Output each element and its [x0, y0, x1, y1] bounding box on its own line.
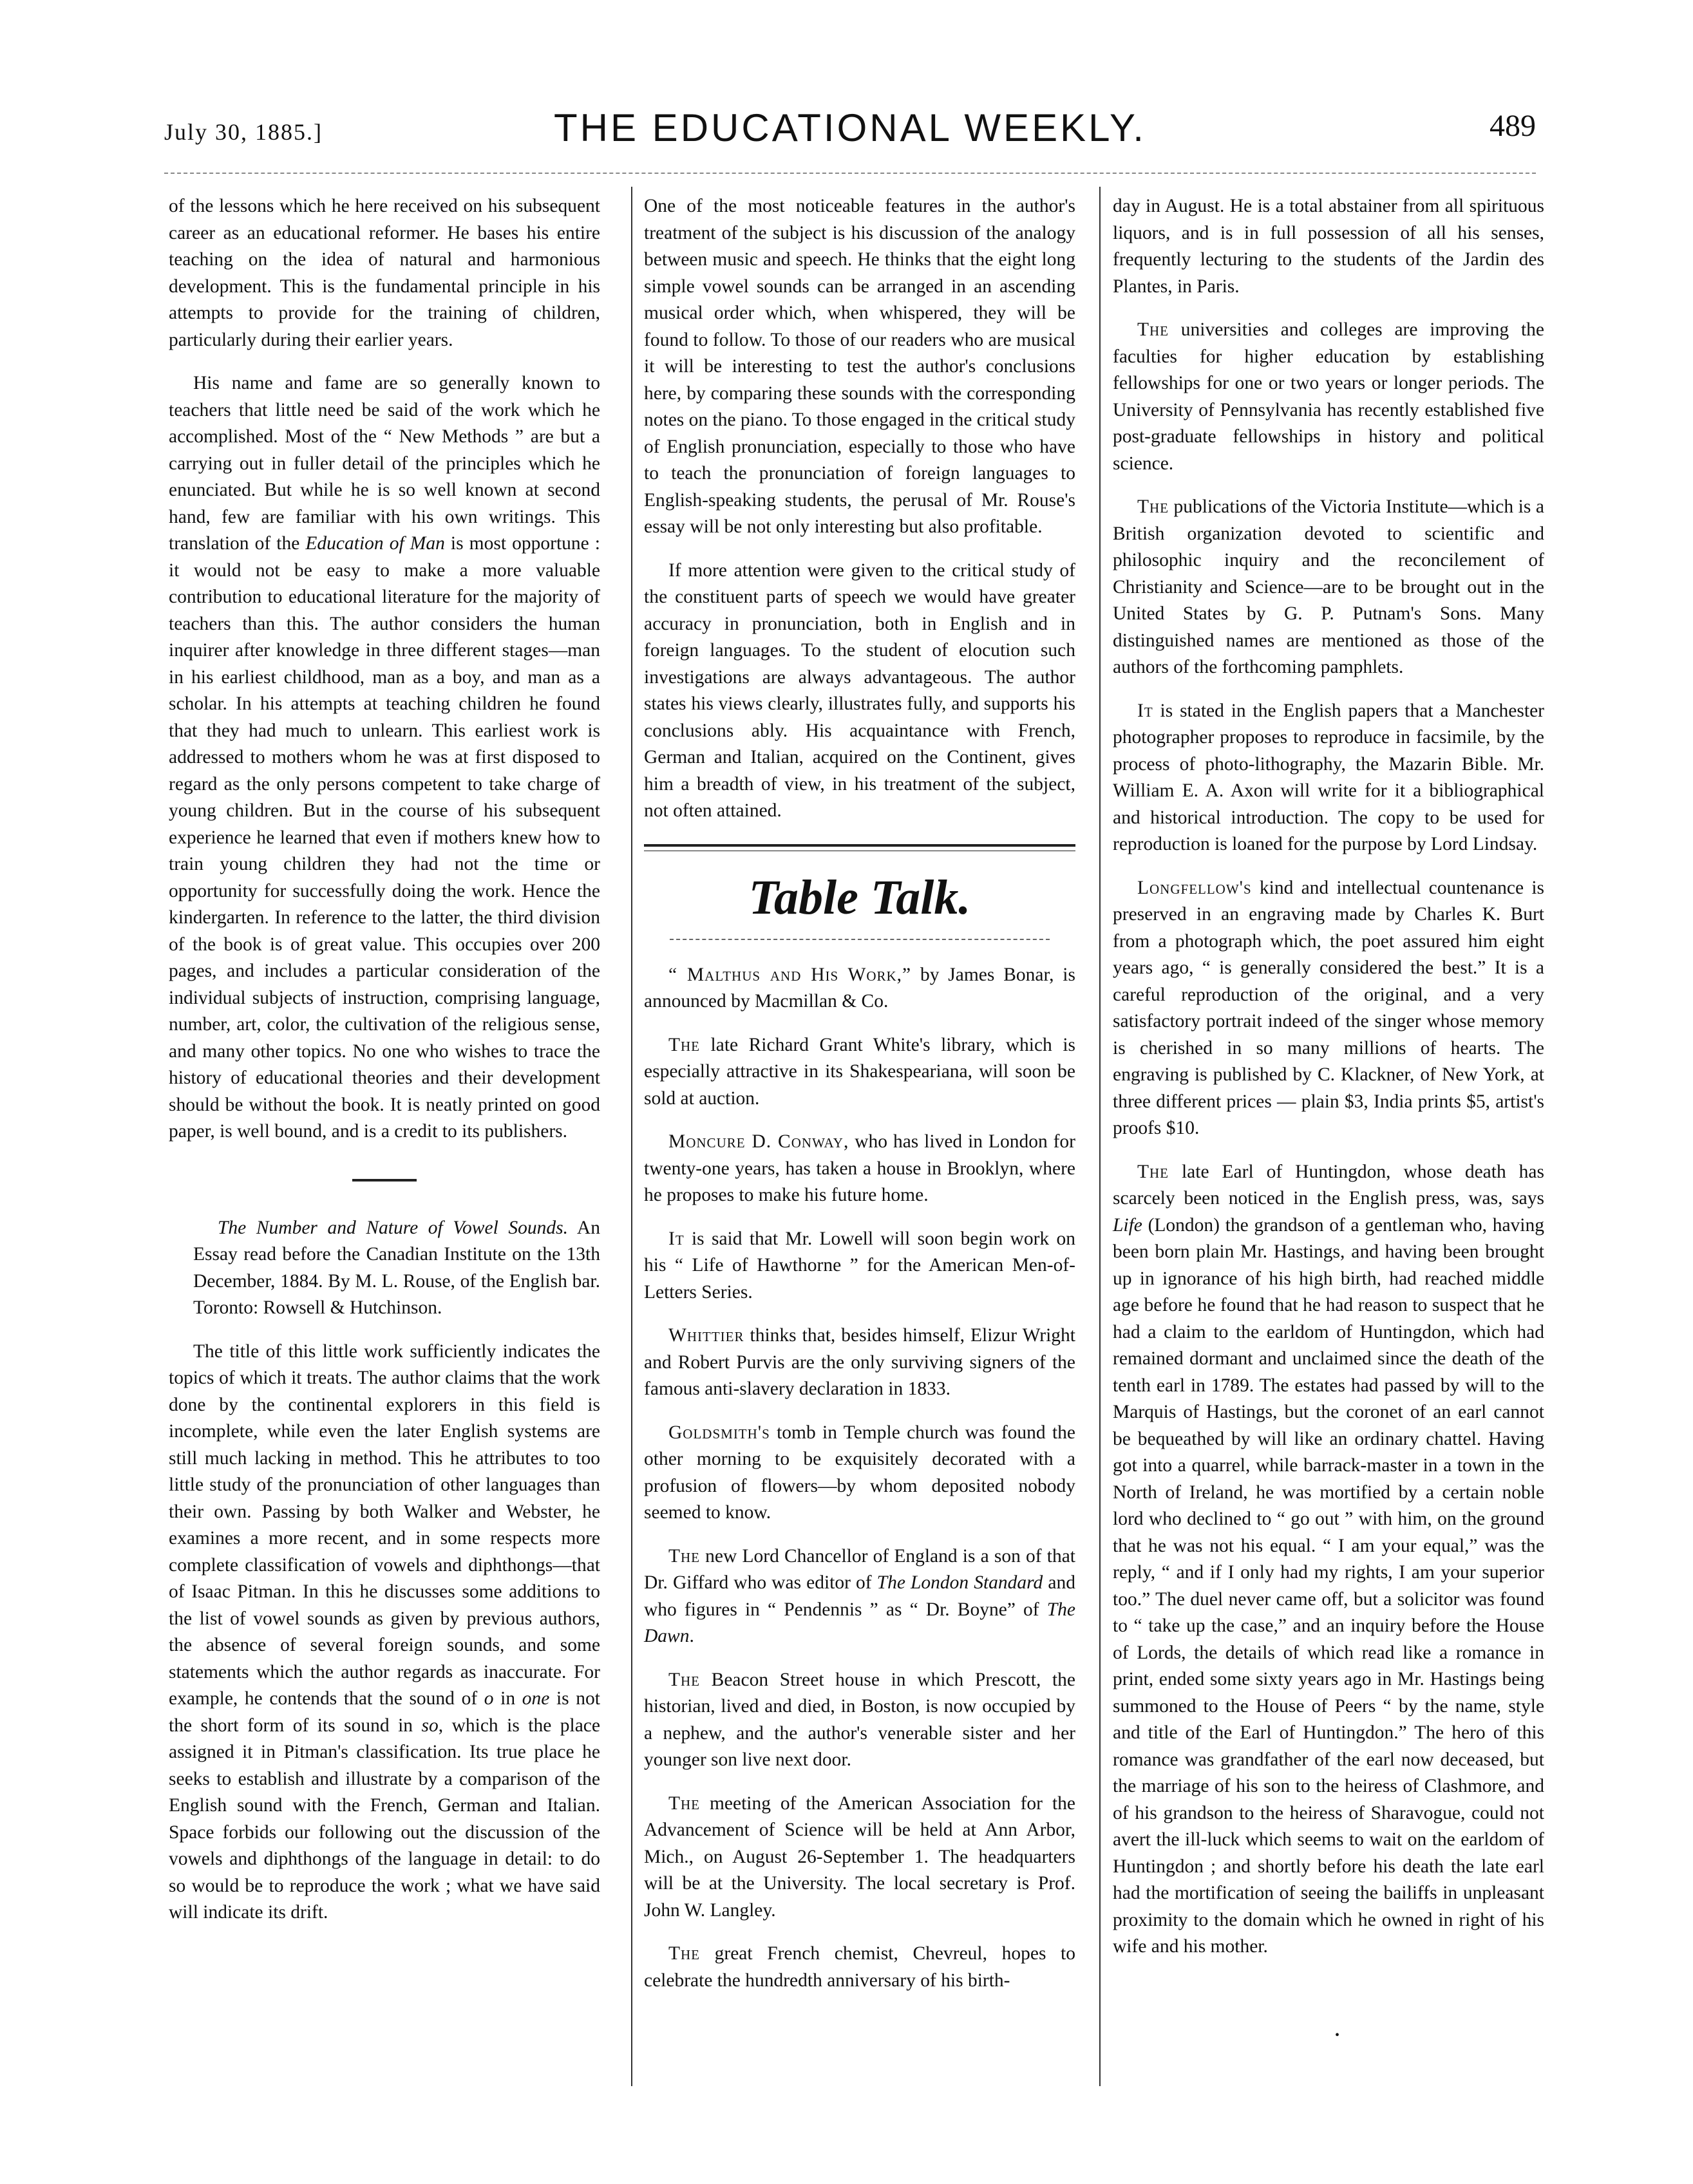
news-item: It is said that Mr. Lowell will soon begin work on his “ Life of Hawthorne ” for the American Men-of-Letters Series. [644, 1228, 1075, 1303]
double-rule [644, 844, 1075, 851]
news-item: The Beacon Street house in which Prescott, the historian, lived and died, in Boston, is now occupied by a nephew, and the author's venerable sister and her younger son live next door. [644, 1669, 1075, 1770]
news-item: The universities and colleges are improving the faculties for higher education by establishing fellowships for one or two years or longer periods. The University of Pennsylvania has recently established five post-graduate fellowships in history and political science. [1113, 319, 1544, 474]
paragraph: If more attention were given to the critical study of the constituent parts of speech we would have greater accuracy in pronunciation, both in English and in foreign languages. To the student of elocution such investigations are always advantageous. The author states his views clearly, illustrates fully, and supports his conclusions ably. His acquaintance with French, German and Italian, acquired on the Continent, gives him a breadth of view, in his treatment of the subject, not often attained. [644, 560, 1075, 821]
news-item: day in August. He is a total abstainer from all spirituous liquors, and is in full possession of all his senses, frequently lecturing to the students of the Jardin des Plantes, in Paris. [1113, 196, 1544, 297]
news-item: The meeting of the American Association for the Advancement of Science will be held at Ann Arbor, Mich., on August 26-September 1. The headquarters will be at the University. The local secretary is Prof. John W. Langley. [644, 1793, 1075, 1921]
news-item: It is stated in the English papers that a Manchester photographer proposes to reproduce in facsimile, by the process of photo-lithography, the Mazarin Bible. Mr. William E. A. Axon will write for it a bibliographical and historical introduction. The copy to be used for reproduction is loaned for the purpose by Lord Lindsay. [1113, 700, 1544, 854]
issue-date: July 30, 1885.] [164, 119, 323, 145]
header-rule [164, 173, 1536, 174]
news-item: The late Richard Grant White's library, which is especially attractive in its Shakespeariana, will soon be sold at auction. [644, 1034, 1075, 1109]
column-divider [1099, 187, 1101, 2086]
end-mark: • [1335, 2028, 1340, 2042]
heading-rule [670, 939, 1050, 940]
news-item: The late Earl of Huntingdon, whose death has scarcely been noticed in the English press, was, says Life (London) the grandson of a gentleman who, having been born plain Mr. Hastings, and having been brought up in ignorance of his high birth, had reached middle age before he found that he had reason to suspect that he had a claim to the earldom of Huntingdon, which had remained dormant and unclaimed since the death of the tenth earl in 1789. The estates had passed by will to the Marquis of Hastings, but the coronet of an earl cannot be bequeathed by will like an ordinary chattel. Having got into a quarrel, while barrack-master in a town in the North of Ireland, he was mortified by a certain noble lord who declined to “ go out ” with him, on the ground that he was not his equal. “ I am your equal,” was the reply, “ and if I only had my rights, I am your superior too.” The duel never came off, but a solicitor was found to “ take up the case,” and an inquiry before the House of Lords, the details of which read like a romance in print, ended some sixty years ago in Mr. Hastings being summoned to the House of Peers “ by the name, style and title of the Earl of Huntingdon.” The hero of this romance was grandfather of the earl now deceased, but the marriage of his son to the heiress of Clashmore, and of his grandson to the heiress of Sharavogue, could not avert the ill-luck which seems to wait on the earldom of Huntingdon ; and shortly before his death the late earl had the mortification of seeing the bailiffs in unpleasant proximity to the domain which he owned in right of his wife and his mother. [1113, 1161, 1544, 1957]
section-divider [352, 1179, 417, 1181]
news-item: “ Malthus and His Work,” by James Bonar, is announced by Macmillan & Co. [644, 964, 1075, 1012]
news-item: The publications of the Victoria Institute—which is a British organization devoted to scientific and philosophic inquiry and the reconcilement of Christianity and Science—are to be brought out in the United States by G. P. Putnam's Sons. Many distinguished names are mentioned as those of the authors of the forthcoming pamphlets. [1113, 496, 1544, 677]
paragraph: His name and fame are so generally known to teachers that little need be said of the work which he accomplished. Most of the “ New Methods ” are but a carrying out in fuller detail of the principles which he enunciated. But while he is so well known at second hand, few are familiar with his own writings. This translation of the Education of Man is most opportune : it would not be easy to make a more valuable contribution to educational literature for the majority of teachers than this. The author considers the human inquirer after knowledge in three different stages—man in his earliest childhood, man as a boy, and man as a scholar. In his attempts at teaching children he found that they had much to unlearn. This earliest work is addressed to mothers whom he was at first disposed to regard as the only persons competent to take charge of young children. But in the course of his subsequent experience he learned that even if mothers knew how to train young children they had not the time or opportunity for successfully doing the work. Hence the kindergarten. In reference to the latter, the third division of the book is of great value. This occupies over 200 pages, and includes a particular consideration of the individual subjects of instruction, comprising language, number, art, color, the cultivation of the religious sense, and many other topics. No one who wishes to trace the history of educational theories and their development should be without the book. It is neatly printed on good paper, is well bound, and is a credit to its publishers. [169, 373, 601, 1142]
news-item: Whittier thinks that, besides himself, Elizur Wright and Robert Purvis are the only surviving signers of the famous anti-slavery declaration in 1833. [644, 1325, 1075, 1399]
paragraph: The title of this little work sufficiently indicates the topics of which it treats. The author claims that the work done by the continental explorers in this field is incomplete, while even the later English systems are still much lacking in method. This he attributes to too little study of the pronunciation of other languages than their own. Passing by both Walker and Webster, he examines a more recent, and in some respects more complete classification of vowels and diphthongs—that of Isaac Pitman. In this he discusses some additions to the list of vowel sounds as given by previous authors, the absence of several foreign sounds, and some statements which the author regards as inaccurate. For example, he contends that the sound of o in one is not the short form of its sound in so, which is the place assigned it in Pitman's classification. Its true place he seeks to establish and illustrate by a comparison of the English sound with the French, German and Italian. Space forbids our following out the discussion of the vowels and diphthongs of the language in detail: to do so would be to reproduce the work ; what we have said will indicate its drift. [169, 1341, 600, 1923]
news-item: Longfellow's kind and intellectual countenance is preserved in an engraving made by Charles K. Burt from a photograph which, the poet assured him eight years ago, “ is generally considered the best.” It is a careful reproduction of the original, and a very satisfactory portrait indeed of the singer whose memory is cherished in so many millions of hearts. The engraving is published by C. Klackner, of New York, at three different prices — plain $3, India prints $5, artist's proofs $10. [1113, 877, 1544, 1138]
book-notice: The Number and Nature of Vowel Sounds. An Essay read before the Canadian Institute on the 13th December, 1884. By M. L. Rouse, of the English bar. Toronto: Rowsell & Hutchinson. [193, 1217, 600, 1318]
page-header [164, 102, 1536, 160]
column-2 [644, 193, 1075, 2011]
news-item: Moncure D. Conway, who has lived in London for twenty-one years, has taken a house in Brooklyn, where he proposes to make his future home. [644, 1131, 1075, 1205]
paragraph: of the lessons which he here received on his subsequent career as an educational reformer. He bases his entire teaching on the idea of natural and harmonious development. This is the fundamental principle in his attempts to provide for the training of children, particularly during their earlier years. [169, 196, 600, 350]
book-title: The Number and Nature of Vowel Sounds. [218, 1217, 568, 1238]
news-item: The new Lord Chancellor of England is a son of that Dr. Giffard who was editor of The London Standard and who figures in “ Pendennis ” as “ Dr. Boyne” of The Dawn. [644, 1545, 1075, 1646]
news-item: Goldsmith's tomb in Temple church was found the other morning to be exquisitely decorated with a profusion of flowers—by whom deposited nobody seemed to know. [644, 1422, 1075, 1523]
page-number: 489 [1490, 109, 1536, 143]
news-item: The great French chemist, Chevreul, hopes to celebrate the hundredth anniversary of his birth- [644, 1943, 1075, 1991]
section-heading: Table Talk. [748, 870, 971, 925]
paragraph: One of the most noticeable features in the author's treatment of the subject is his discussion of the analogy between music and speech. He thinks that the eight long simple vowel sounds can be arranged in an ascending musical order which, when whispered, they will be found to follow. To those of our readers who are musical it will be interesting to test the author's conclusions here, by comparing these sounds with the corresponding notes on the piano. To those engaged in the critical study of English pronunciation, especially to those who have to teach the pronunciation of foreign languages to English-speaking students, the perusal of Mr. Rouse's essay will be not only interesting but also profitable. [644, 196, 1076, 537]
publication-title: THE EDUCATIONAL WEEKLY. [554, 106, 1146, 149]
column-1 [169, 193, 600, 1943]
column-divider [631, 187, 632, 2086]
column-3 [1113, 193, 1544, 1977]
